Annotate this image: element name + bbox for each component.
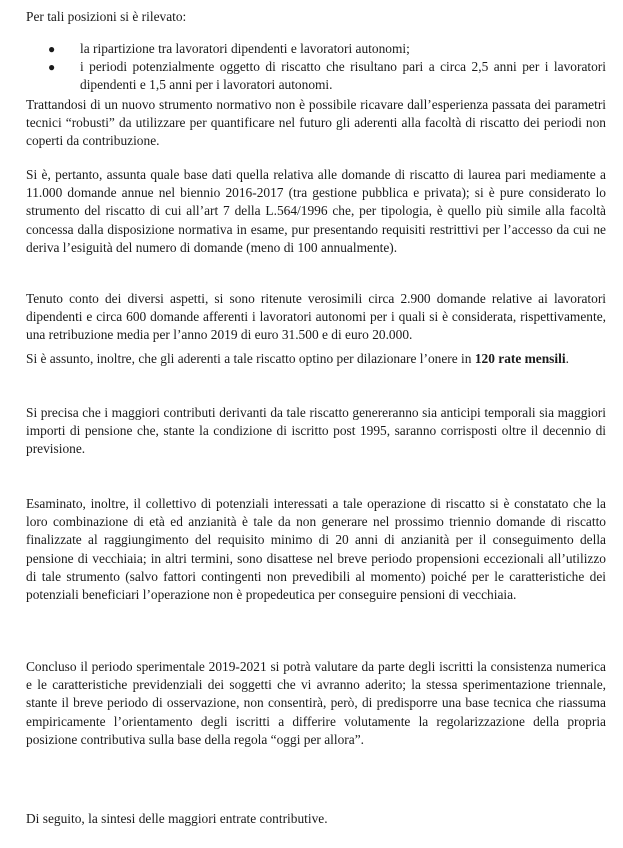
intro-line: Per tali posizioni si è rilevato:: [26, 9, 187, 24]
paragraph-4-end: .: [565, 351, 569, 366]
bullet-icon: ●: [48, 60, 56, 75]
rate-count-emphasis: 120 rate mensili: [474, 351, 566, 366]
paragraph-1: Trattandosi di un nuovo strumento normativo non è possibile ricavare dall’esperienza passata dei parametri tecnici “robusti” da utilizzare per quantificare nel futuro gli aderenti alla facoltà di riscatto dei periodi non coperti da contribuzione.: [26, 97, 606, 149]
paragraph-2: Si è, pertanto, assunta quale base dati quella relativa alle domande di riscatto di laurea pari mediamente a 11.000 domande annue nel biennio 2016-2017 (tra gestione pubblica e privata); si è pure considerato lo strumento del riscatto di cui all’art 7 della L.564/1996 che, per tipologia, è quello più simile alla facoltà concessa dalla disposizione normativa in esame, pur presentando requisiti restrittivi per l’accesso da cui ne deriva l’esiguità del numero di domande (meno di 100 annualmente).: [26, 167, 606, 255]
bullet-text: la ripartizione tra lavoratori dipendenti e lavoratori autonomi;: [80, 41, 410, 56]
bullet-text: i periodi potenzialmente oggetto di riscatto che risultano pari a circa 2,5 anni per i lavoratori dipendenti e 1,5 anni per i lavoratori autonomi.: [80, 59, 606, 93]
bullet-icon: ●: [48, 42, 56, 56]
paragraph-3: [26, 290, 606, 345]
paragraph-5: Si precisa che i maggiori contributi derivanti da tale riscatto genereranno sia anticipi temporali sia maggiori importi di pensione che, stante la condizione di iscritto post 1995, saranno corrisposti oltre il decennio di previsione.: [26, 405, 606, 457]
paragraph-7: Concluso il periodo sperimentale 2019-2021 si potrà valutare da parte degli iscritti la consistenza numerica e le caratteristiche previdenziali dei soggetti che vi avranno aderito; la stessa sperimentazione triennale, stante il breve periodo di osservazione, non consentirà, però, di predisporre una base tecnica che riassuma empiricamente l’orientamento degli iscritti a differire volutamente la regolarizzazione della propria posizione contributiva sulla base della regola “oggi per allora”.: [26, 659, 606, 747]
bullet-item: [26, 40, 606, 58]
paragraph-8: Di seguito, la sintesi delle maggiori entrate contributive.: [26, 811, 328, 826]
bullet-item: [26, 58, 606, 94]
paragraph-3-text: Tenuto conto dei diversi aspetti, si sono ritenute verosimili circa 2.900 domande relative ai lavoratori dipendenti e circa 600 domande afferenti i lavoratori autonomi per i quali si è considerata, rispettivamente, una retribuzione media per l’anno 2019 di euro 31.500 e di euro 20.000.: [26, 291, 606, 343]
paragraph-4: [26, 350, 606, 368]
bullet-list: [26, 40, 606, 95]
paragraph-4-text: Si è assunto, inoltre, che gli aderenti a tale riscatto optino per dilazionare l’onere in: [26, 351, 475, 366]
paragraph-6: Esaminato, inoltre, il collettivo di potenziali interessati a tale operazione di riscatto si è constatato che la loro combinazione di età ed anzianità è tale da non generare nel prossimo triennio domande di riscatto finalizzate al raggiungimento del requisito minimo di 20 anni di anzianità per il conseguimento della pensione di vecchiaia; in altri termini, sono disattese nel breve periodo propensioni eccezionali all’utilizzo di tale strumento (salvo fattori contingenti non prevedibili al momento) poiché per le caratteristiche dei potenziali beneficiari l’operazione non è propedeutica per conseguire pensioni di vecchiaia.: [26, 496, 606, 603]
